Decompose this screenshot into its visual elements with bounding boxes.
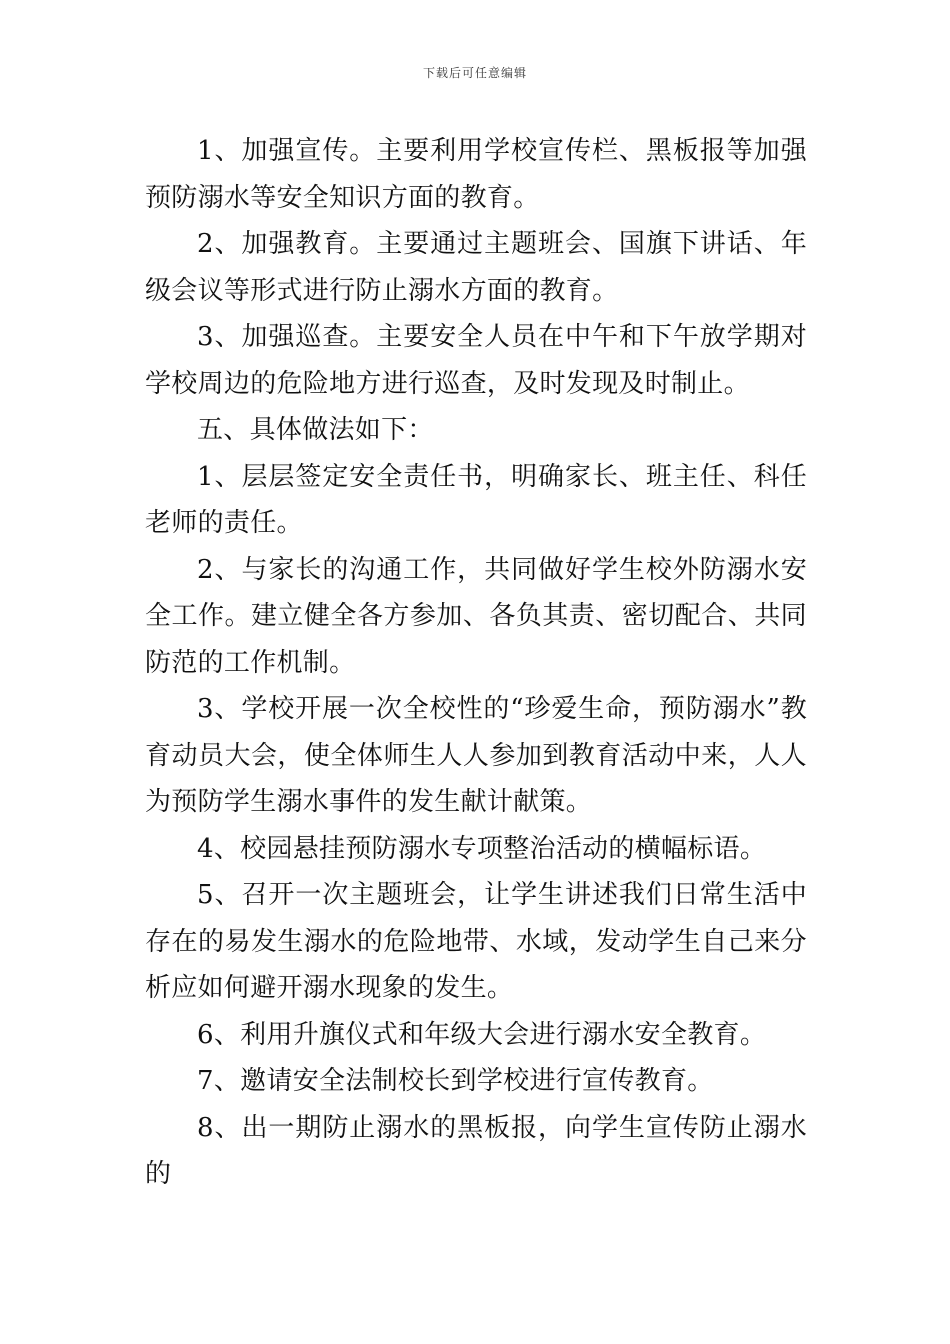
- section-heading-methods: 五、具体做法如下：: [197, 415, 434, 445]
- paragraph-responsibility: 1、层层签定安全责任书，明确家长、班主任、科任老师的责任。: [145, 461, 807, 538]
- paragraph-blackboard: 8、出一期防止溺水的黑板报，向学生宣传防止溺水的: [145, 1112, 807, 1189]
- paragraph-banners: 4、校园悬挂预防溺水专项整治活动的横幅标语。: [197, 833, 767, 864]
- paragraph-publicity: 1、加强宣传。主要利用学校宣传栏、黑板报等加强预防溺水等安全知识方面的教育。: [145, 136, 807, 213]
- header-note: 下载后可任意编辑: [422, 66, 527, 80]
- paragraph-education: 2、加强教育。主要通过主题班会、国旗下讲话、年级会议等形式进行防止溺水方面的教育。: [145, 229, 807, 306]
- paragraph-assembly: 3、学校开展一次全校性的“珍爱生命，预防溺水”教育动员大会，使全体师生人人参加到教育活动中来，人人为预防学生溺水事件的发生献计献策。: [145, 694, 807, 817]
- paragraph-legal-principal: 7、邀请安全法制校长到学校进行宣传教育。: [197, 1066, 714, 1096]
- paragraph-flag-ceremony: 6、利用升旗仪式和年级大会进行溺水安全教育。: [197, 1019, 767, 1050]
- document-body: [145, 128, 807, 1198]
- paragraph-class-meeting: 5、召开一次主题班会，让学生讲述我们日常生活中存在的易发生溺水的危险地带、水域，发动学生自己来分析应如何避开溺水现象的发生。: [145, 880, 807, 1003]
- paragraph-patrol: 3、加强巡查。主要安全人员在中午和下午放学期对学校周边的危险地方进行巡查，及时发现及时制止。: [145, 322, 807, 399]
- paragraph-parent-communication: 2、与家长的沟通工作，共同做好学生校外防溺水安全工作。建立健全各方参加、各负其责、密切配合、共同防范的工作机制。: [145, 554, 807, 678]
